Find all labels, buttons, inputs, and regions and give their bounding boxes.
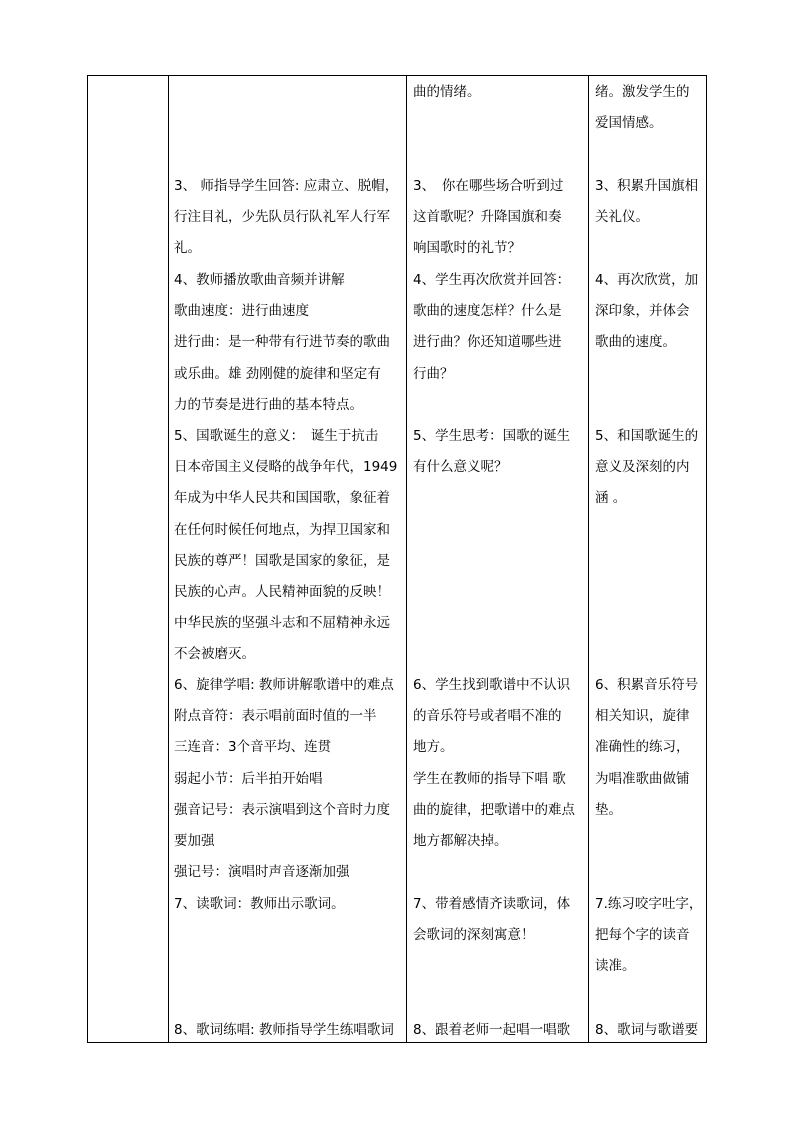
design-line: 7.练习咬字吐字， (595, 896, 703, 912)
teacher-line: 5、国歌诞生的意义： 诞生于抗击 (174, 428, 379, 444)
column-divider-3 (588, 76, 589, 1042)
teacher-line: 礼。 (174, 240, 201, 257)
design-line: 5、和国歌诞生的 (595, 428, 699, 444)
teacher-line: 要加强 (174, 833, 215, 850)
design-paragraph (595, 421, 707, 515)
teacher-paragraph (174, 1015, 404, 1046)
teacher-line: 或乐曲。雄 劲刚健的旋律和坚定有 (174, 365, 381, 382)
teacher-line: 不会被磨灭。 (174, 646, 255, 663)
student-line: 响国歌时的礼节？ (413, 240, 521, 257)
design-line: 意义及深刻的内 (595, 459, 690, 476)
teacher-line: 力的节奏是进行曲的基本特点。 (174, 396, 363, 413)
design-line: 8、歌词与歌谱要 (595, 1022, 699, 1038)
design-paragraph (595, 670, 707, 826)
student-line: 的音乐符号或者唱不准的 (413, 708, 562, 725)
student-line: 有什么意义呢？ (413, 459, 508, 476)
student-paragraph (413, 421, 585, 483)
teacher-line: 年成为中华人民共和国国歌，象征着 (174, 490, 390, 507)
student-line: 7、带着感情齐读歌词，体 (413, 896, 571, 912)
student-line: 行曲？ (413, 365, 454, 382)
design-line: 涵 。 (595, 490, 627, 507)
column-divider-2 (406, 76, 407, 1042)
teacher-line: 民族的心声。人民精神面貌的反映！ (174, 584, 390, 601)
teacher-paragraph (174, 171, 404, 265)
student-paragraph (413, 265, 585, 390)
teacher-line: 歌曲速度：进行曲速度 (174, 303, 309, 320)
teacher-line: 6、旋律学唱: 教师讲解歌谱中的难点 (174, 677, 394, 693)
teacher-line: 中华民族的坚强斗志和不屈精神永远 (174, 615, 390, 632)
stage-column (88, 76, 168, 1042)
student-paragraph (413, 77, 585, 108)
student-line: 曲的情绪。 (413, 84, 481, 100)
teacher-line: 附点音符：表示唱前面时值的一半 (174, 708, 377, 725)
design-line: 歌曲的速度。 (595, 334, 676, 351)
design-line: 相关知识，旋律 (595, 708, 690, 725)
student-line: 5、学生思考：国歌的诞生 (413, 428, 571, 444)
design-line: 3、积累升国旗相 (595, 178, 699, 194)
teacher-line: 强记号：演唱时声音逐渐加强 (174, 864, 350, 881)
design-line: 把每个字的读音 (595, 927, 690, 944)
teacher-line: 三连音：3个音平均、连贯 (174, 739, 332, 756)
student-activity-column (413, 76, 585, 1042)
design-line: 准确性的练习， (595, 739, 690, 756)
student-line: 8、跟着老师一起唱一唱歌 (413, 1022, 571, 1038)
design-line: 关礼仪。 (595, 209, 649, 226)
teacher-paragraph (174, 421, 404, 671)
teacher-line: 7、读歌词：教师出示歌词。 (174, 896, 345, 912)
design-intent-column (595, 76, 707, 1042)
student-line: 这首歌呢？升降国旗和奏 (413, 209, 562, 226)
student-line: 会歌词的深刻寓意！ (413, 927, 535, 944)
design-line: 为唱准歌曲做铺 (595, 770, 690, 787)
teacher-line: 日本帝国主义侵略的战争年代，1949 (174, 459, 398, 476)
teacher-paragraph (174, 889, 404, 920)
student-paragraph (413, 889, 585, 951)
design-line: 绪。激发学生的 (595, 84, 690, 100)
teacher-line: 弱起小节：后半拍开始唱 (174, 770, 323, 787)
teacher-line: 在任何时候任何地点，为捍卫国家和 (174, 521, 390, 538)
teacher-line: 8、歌词练唱: 教师指导学生练唱歌词 (174, 1022, 394, 1038)
design-line: 爱国情感。 (595, 115, 663, 132)
student-line: 曲的旋律，把歌谱中的难点 (413, 801, 575, 818)
design-line: 读准。 (595, 958, 636, 975)
teacher-line: 强音记号：表示演唱到这个音时力度 (174, 801, 390, 818)
design-paragraph (595, 77, 707, 139)
student-paragraph (413, 171, 585, 265)
design-line: 垫。 (595, 801, 622, 818)
design-line: 深印象，并体会 (595, 303, 690, 320)
teacher-line: 民族的尊严！国歌是国家的象征，是 (174, 552, 390, 569)
student-line: 3、 你在哪些场合听到过 (413, 178, 564, 194)
student-line: 歌曲的速度怎样？什么是 (413, 303, 562, 320)
lesson-plan-table (87, 75, 707, 1043)
teacher-paragraph (174, 265, 404, 421)
teacher-line: 3、 师指导学生回答: 应肃立、脱帽， (174, 178, 399, 194)
column-divider-1 (168, 76, 169, 1042)
student-line: 6、学生找到歌谱中不认识 (413, 677, 571, 693)
design-line: 6、积累音乐符号 (595, 677, 699, 693)
student-line: 4、学生再次欣赏并回答： (413, 272, 571, 288)
student-line: 地方都解决掉。 (413, 833, 508, 850)
teacher-paragraph (174, 670, 404, 888)
student-paragraph (413, 670, 585, 857)
design-line: 4、再次欣赏，加 (595, 272, 699, 288)
student-line: 地方。 (413, 739, 454, 756)
student-line: 学生在教师的指导下唱 歌 (413, 770, 566, 787)
teacher-activity-column (174, 76, 404, 1042)
teacher-line: 进行曲：是一种带有行进节奏的歌曲 (174, 334, 390, 351)
teacher-line: 4、教师播放歌曲音频并讲解 (174, 272, 345, 288)
design-paragraph (595, 1015, 707, 1046)
teacher-line: 行注目礼，少先队员行队礼军人行军 (174, 209, 390, 226)
design-paragraph (595, 265, 707, 359)
student-line: 进行曲？你还知道哪些进 (413, 334, 562, 351)
design-paragraph (595, 171, 707, 233)
design-paragraph (595, 889, 707, 983)
student-paragraph (413, 1015, 585, 1046)
